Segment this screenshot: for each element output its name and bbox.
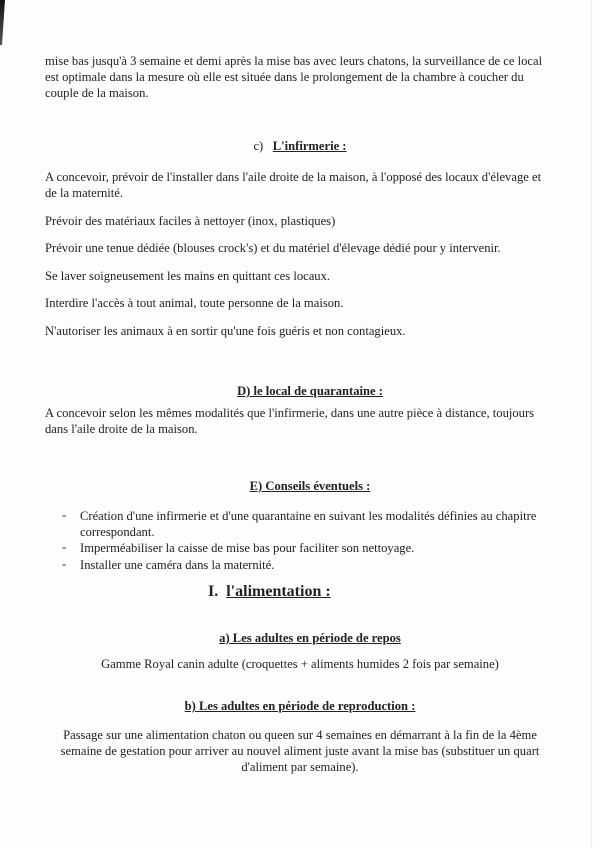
intro-line: est optimale dans la mesure où elle est située dans le prolongement de la chambre à coucher du — [45, 70, 524, 84]
subsection-b-heading: b) Les adultes en période de reproduction : — [184, 699, 416, 713]
paragraph-line: d'aliment par semaine). — [241, 760, 359, 774]
subsection-a-heading: a) Les adultes en période de repos — [219, 631, 401, 645]
list-item-text: Création d'une infirmerie et d'une quarantaine en suivant les modalités définies au chapitre — [80, 509, 537, 523]
infirmerie-heading — [0, 138, 600, 154]
intro-line: mise bas jusqu'à 3 semaine et demi après la mise bas avec leurs chatons, la surveillance de ce local — [45, 54, 543, 68]
paragraph: Prévoir une tenue dédiée (blouses crock's) et du matériel d'élevage dédié pour y intervenir. — [45, 241, 501, 255]
bullet-dash: - — [62, 508, 67, 522]
alimentation-heading — [208, 584, 331, 600]
intro-line: couple de la maison. — [45, 86, 149, 100]
scan-edge-mark — [0, 0, 5, 45]
paragraph: Se laver soigneusement les mains en quittant ces locaux. — [45, 269, 331, 283]
paragraph-line: A concevoir selon les mêmes modalités que l'infirmerie, dans une autre pièce à distance, toujours — [45, 406, 535, 420]
page-edge — [591, 0, 592, 848]
section-prefix: c) — [253, 139, 264, 153]
bullet-dash: - — [62, 557, 67, 571]
list-item-text: Imperméabiliser la caisse de mise bas pour faciliter son nettoyage. — [80, 541, 415, 555]
paragraph-line: Passage sur une alimentation chaton ou queen sur 4 semaines en démarrant à la fin de la 4ème — [63, 728, 537, 742]
bullet-dash: - — [62, 540, 67, 554]
paragraph-line: A concevoir, prévoir de l'installer dans l'aile droite de la maison, à l'opposé des locaux d'élevage et — [45, 170, 542, 184]
quarantaine-heading: D) le local de quarantaine : — [237, 384, 383, 398]
paragraph-line: semaine de gestation pour arriver au nouvel aliment juste avant la mise bas (substituer un quart — [60, 744, 540, 758]
paragraph: Gamme Royal canin adulte (croquettes + aliments humides 2 fois par semaine) — [101, 657, 499, 671]
paragraph-line: de la maternité. — [45, 186, 123, 200]
section-title: l'alimentation : — [226, 583, 331, 600]
section-number: I. — [208, 583, 219, 600]
section-title: L'infirmerie : — [272, 139, 347, 153]
paragraph: Prévoir des matériaux faciles à nettoyer (inox, plastiques) — [45, 214, 336, 228]
paragraph-line: dans l'aile droite de la maison. — [45, 422, 198, 436]
conseils-heading: E) Conseils éventuels : — [249, 479, 371, 493]
list-item-text: correspondant. — [80, 525, 155, 539]
paragraph: Interdire l'accès à tout animal, toute personne de la maison. — [45, 296, 344, 310]
list-item-text: Installer une caméra dans la maternité. — [80, 558, 275, 572]
paragraph: N'autoriser les animaux à en sortir qu'une fois guéris et non contagieux. — [45, 324, 406, 338]
